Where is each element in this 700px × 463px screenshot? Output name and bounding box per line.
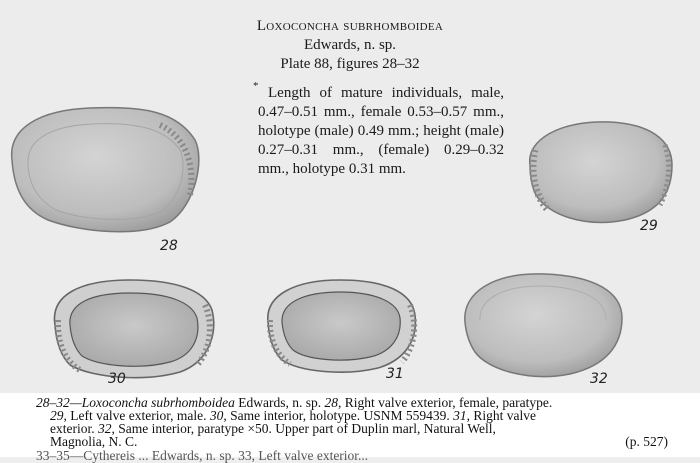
figure-number-29: 29 [640, 218, 658, 234]
species-title: Loxoconcha subrhomboidea [256, 18, 444, 34]
shell-figure-28 [12, 108, 199, 232]
species-author: Edwards, n. sp. [303, 37, 397, 53]
caption-num-28: 28 [324, 395, 339, 410]
figure-caption [0, 393, 700, 463]
figure-number-28: 28 [160, 238, 178, 254]
caption-num-29: 29 [50, 408, 64, 423]
caption-species: Loxoconcha subrhomboidea [81, 395, 235, 410]
caption-text-31: , Right valve [466, 408, 536, 423]
description-text: Length of mature individuals, male, 0.47–0.51 mm., female 0.53–0.57 mm., holotype (male) 0.49 mm.; height (male) 0.27–0.31 mm., (female) 0.29–0.32 mm., holotype 0.31 mm. [258, 85, 504, 177]
figure-number-32: 32 [590, 371, 608, 387]
caption-text-31b: exterior. [50, 421, 98, 436]
caption-text-30: , Same interior, holotype. USNM 559439. [223, 408, 454, 423]
caption-text-29: , Left valve exterior, male. [63, 408, 210, 423]
shell-figure-30 [54, 280, 213, 378]
caption-num-32: 32 [97, 421, 112, 436]
plate-reference: Plate 88, figures 28–32 [280, 56, 420, 72]
shell-figure-31 [268, 280, 416, 372]
figure-number-30: 30 [108, 371, 126, 387]
caption-num-31: 31 [453, 408, 467, 423]
caption-author: Edwards, n. sp. [234, 395, 325, 410]
figure-number-31: 31 [386, 366, 404, 382]
page-reference: (p. 527) [625, 434, 668, 449]
caption-num-30: 30 [209, 408, 224, 423]
caption-text-28: , Right valve exterior, female, paratype. [338, 395, 553, 410]
caption-text-32: , Same interior, paratype ×50. Upper part of Duplin marl, Natural Well, [111, 421, 496, 436]
shell-figure-32 [465, 274, 622, 377]
shell-figure-29 [530, 122, 672, 223]
caption-line-4: Magnolia, N. C. [50, 434, 138, 449]
caption-line-5-cut: 33–35—Cythereis ... Edwards, n. sp. 33, Left valve exterior... [36, 448, 369, 463]
caption-figure-range: 28–32— [36, 395, 82, 410]
margin-mark: * [253, 80, 259, 92]
